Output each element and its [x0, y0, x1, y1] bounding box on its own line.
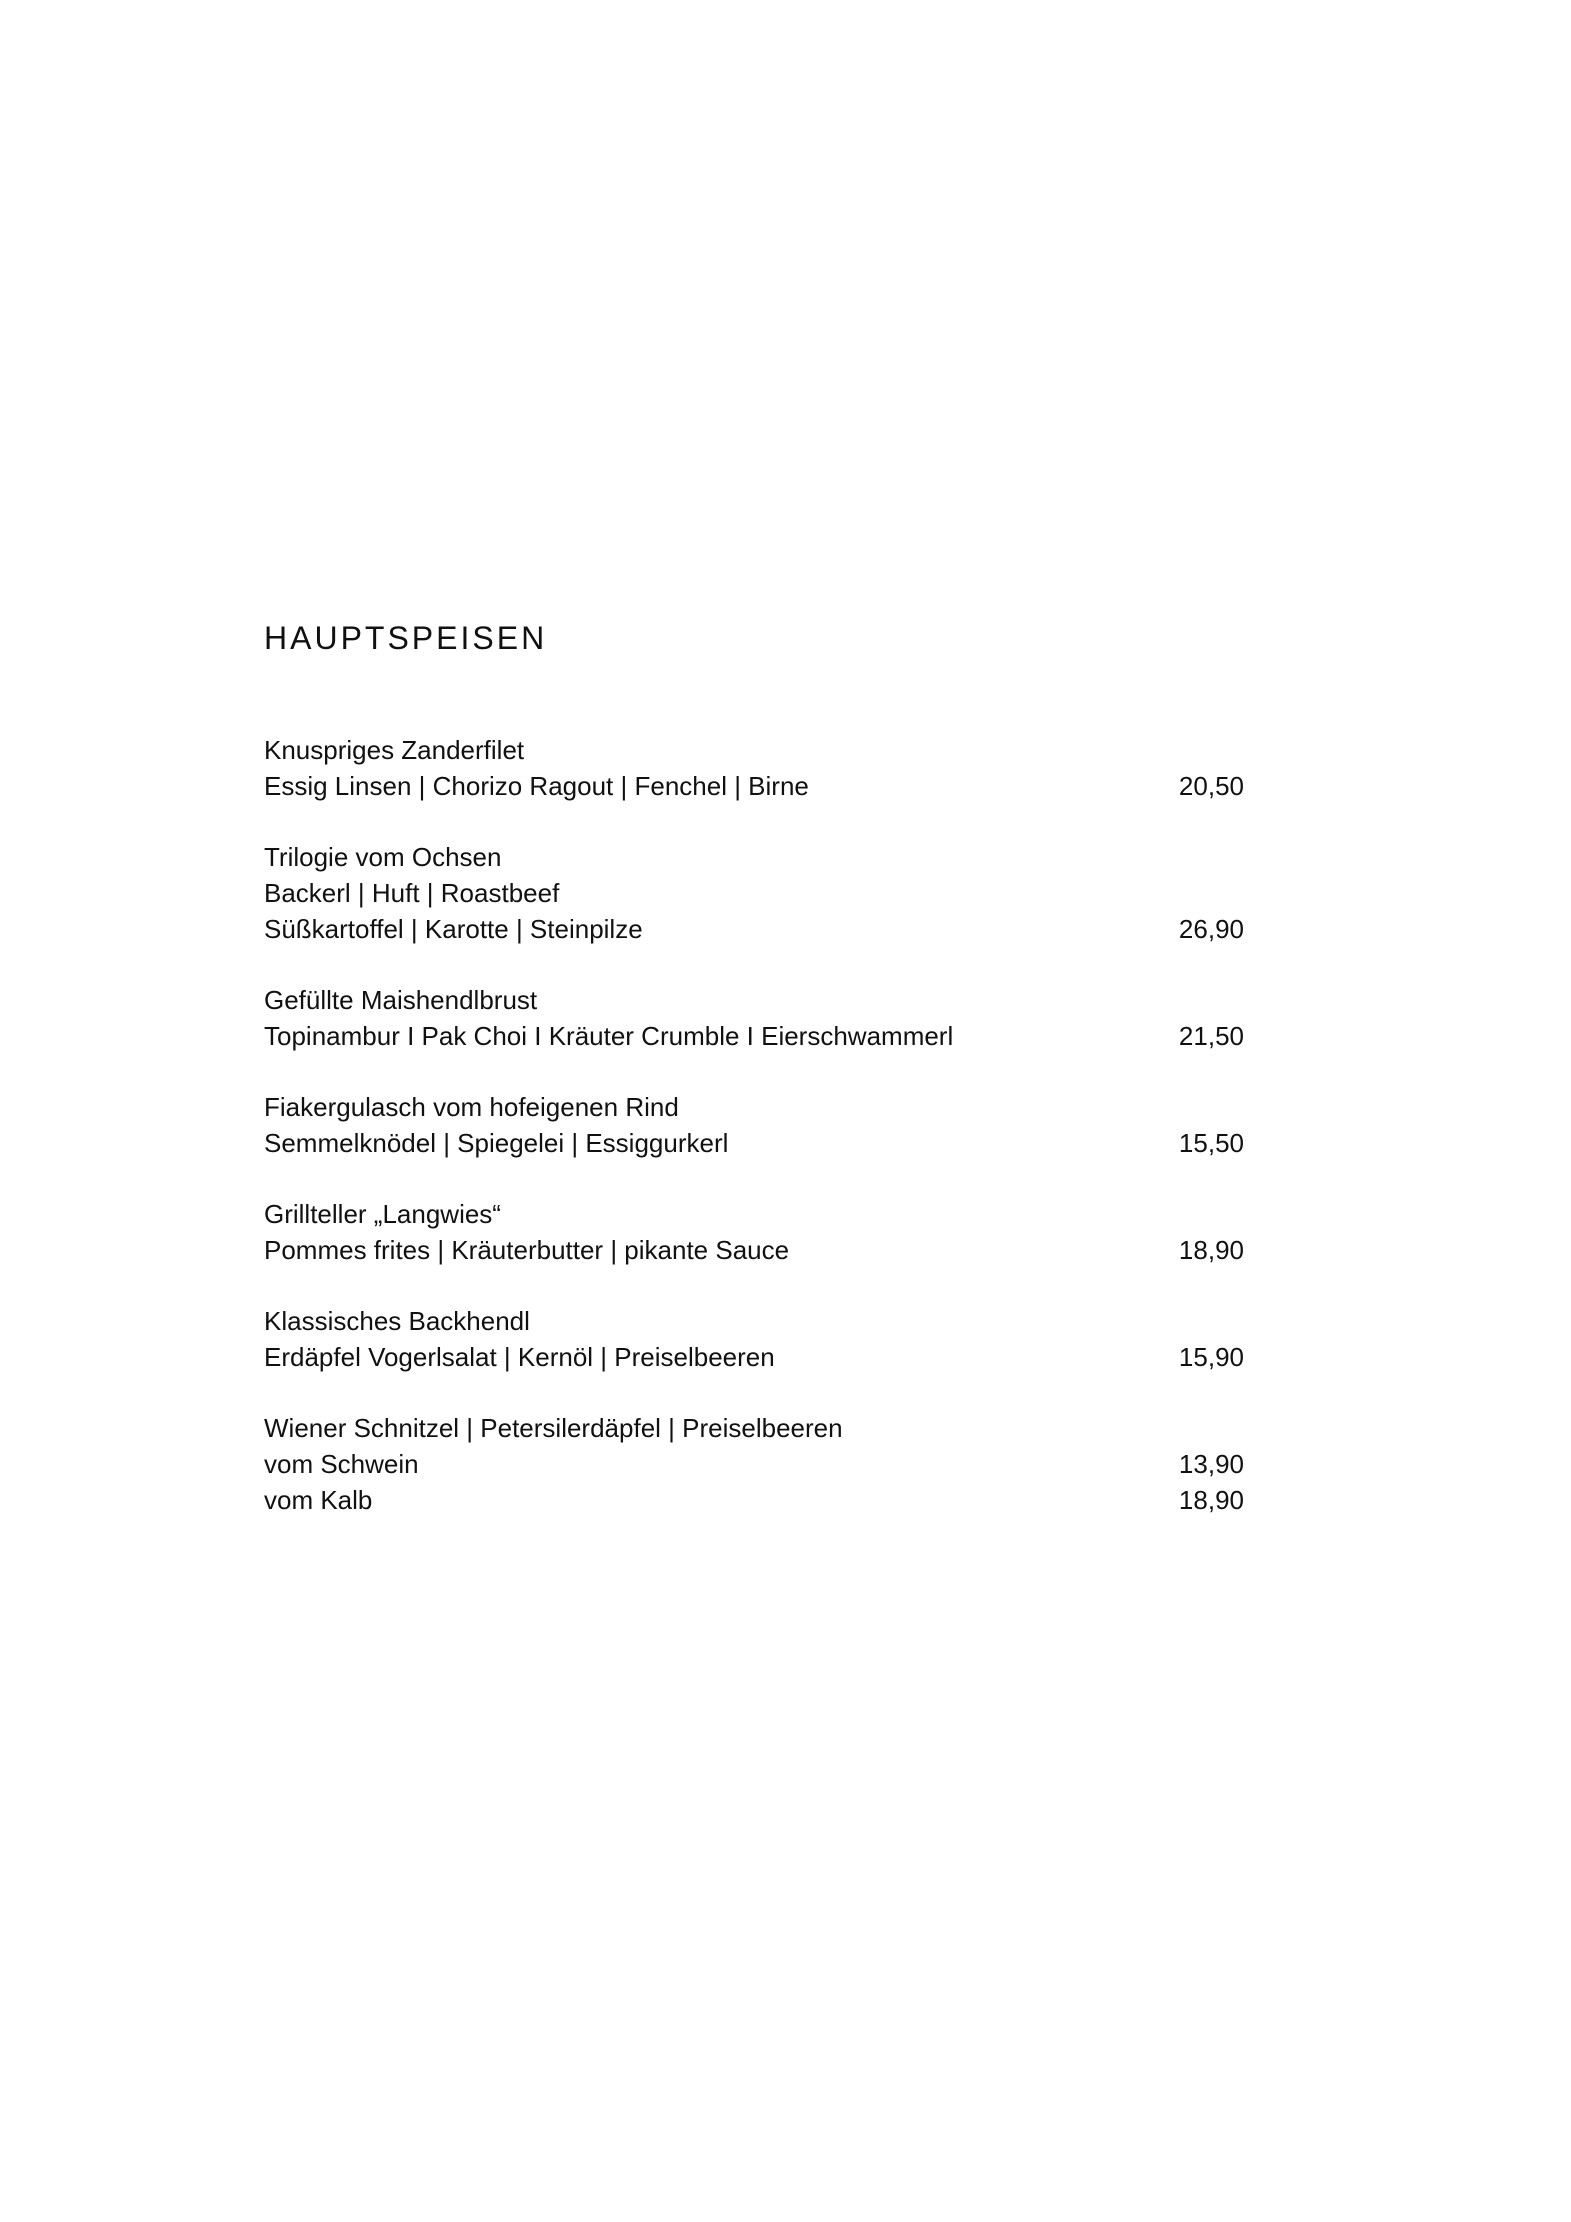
dish-name: Wiener Schnitzel | Petersilerdäpfel | Preiselbeeren: [264, 1413, 843, 1443]
dish-variant: vom Kalb: [264, 1485, 373, 1515]
dish-name: Klassisches Backhendl: [264, 1306, 530, 1336]
dish-description: Semmelknödel | Spiegelei | Essiggurkerl: [264, 1128, 729, 1158]
dish-list: [264, 732, 1244, 1553]
dish-line: [264, 839, 1244, 875]
dish-maishendlbrust: [264, 982, 1244, 1054]
dish-zanderfilet: [264, 732, 1244, 804]
dish-name: Fiakergulasch vom hofeigenen Rind: [264, 1092, 679, 1122]
dish-line: [264, 911, 1244, 947]
dish-line: [264, 1018, 1244, 1054]
dish-wiener-schnitzel: [264, 1410, 1244, 1518]
dish-description: Erdäpfel Vogerlsalat | Kernöl | Preiselbeeren: [264, 1342, 775, 1372]
dish-line: [264, 1125, 1244, 1161]
dish-price: 15,50: [1178, 1128, 1244, 1158]
dish-name: Trilogie vom Ochsen: [264, 842, 502, 872]
dish-trilogie-ochsen: [264, 839, 1244, 947]
dish-line: [264, 1410, 1244, 1446]
dish-line: [264, 768, 1244, 804]
dish-line: [264, 875, 1244, 911]
dish-variant: vom Schwein: [264, 1449, 419, 1479]
dish-line: [264, 1196, 1244, 1232]
dish-line: [264, 1232, 1244, 1268]
dish-line: [264, 982, 1244, 1018]
dish-price: 20,50: [1178, 771, 1244, 801]
page-title: HAUPTSPEISEN: [264, 620, 548, 656]
dish-description: Pommes frites | Kräuterbutter | pikante Sauce: [264, 1235, 790, 1265]
dish-description: Süßkartoffel | Karotte | Steinpilze: [264, 914, 643, 944]
dish-name: Knuspriges Zanderfilet: [264, 735, 525, 765]
dish-fiakergulasch: [264, 1089, 1244, 1161]
dish-line: [264, 1303, 1244, 1339]
dish-description: Essig Linsen | Chorizo Ragout | Fenchel | Birne: [264, 771, 809, 801]
dish-grillteller: [264, 1196, 1244, 1268]
dish-line: [264, 1446, 1244, 1482]
dish-name: Grillteller „Langwies“: [264, 1199, 501, 1229]
dish-price: 21,50: [1178, 1021, 1244, 1051]
dish-price: 18,90: [1178, 1485, 1244, 1515]
dish-description: Backerl | Huft | Roastbeef: [264, 878, 560, 908]
dish-line: [264, 1482, 1244, 1518]
dish-price: 15,90: [1178, 1342, 1244, 1372]
dish-name: Gefüllte Maishendlbrust: [264, 985, 538, 1015]
dish-price: 18,90: [1178, 1235, 1244, 1265]
dish-price: 13,90: [1178, 1449, 1244, 1479]
dish-backhendl: [264, 1303, 1244, 1375]
dish-line: [264, 1339, 1244, 1375]
dish-line: [264, 732, 1244, 768]
dish-line: [264, 1089, 1244, 1125]
dish-description: Topinambur I Pak Choi I Kräuter Crumble I Eierschwammerl: [264, 1021, 954, 1051]
dish-price: 26,90: [1178, 914, 1244, 944]
